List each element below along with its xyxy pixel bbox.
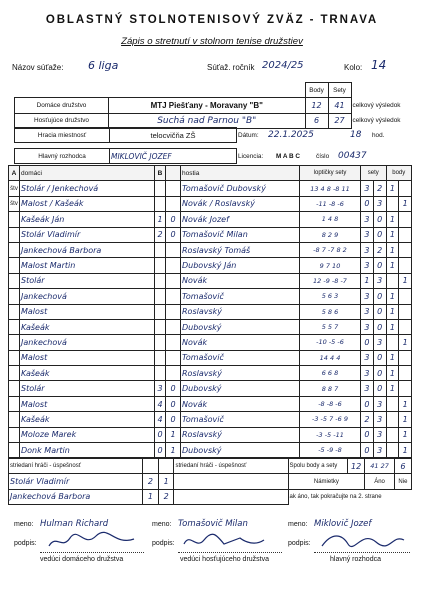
match-home-cell: Malost Martin bbox=[20, 258, 155, 273]
match-ph-cell bbox=[386, 396, 399, 411]
match-ph-cell: 1 bbox=[386, 319, 399, 334]
match-sets-cell: -3 -5 7 -6 9 bbox=[300, 412, 361, 427]
match-ma-cell: 0 bbox=[155, 443, 166, 458]
ref-sign-line bbox=[314, 552, 410, 553]
col-a: A bbox=[9, 166, 20, 181]
ref-name-label: meno: bbox=[288, 521, 308, 528]
notes-yes: Áno bbox=[365, 474, 395, 489]
home-manager-name: Hulman Richard bbox=[40, 519, 109, 529]
match-t-cell bbox=[9, 289, 20, 304]
ref-manager-name: Miklovič Jozef bbox=[314, 519, 372, 529]
match-ma-cell bbox=[155, 319, 166, 334]
match-sg-cell: 0 bbox=[373, 212, 386, 227]
licence-options: M A B C bbox=[276, 152, 301, 160]
match-ma-cell bbox=[155, 242, 166, 257]
match-sg-cell: 0 bbox=[373, 381, 386, 396]
home-team-label: Domáce družstvo bbox=[15, 98, 109, 113]
match-sg-cell: 3 bbox=[373, 396, 386, 411]
match-pg-cell bbox=[399, 319, 412, 334]
match-sets-cell: 8 8 7 bbox=[300, 381, 361, 396]
notes-continue: ak áno, tak pokračujte na 2. strane bbox=[289, 494, 382, 501]
match-sets-cell: 1 4 8 bbox=[300, 212, 361, 227]
match-t-cell bbox=[9, 258, 20, 273]
guest-body: 6 bbox=[305, 113, 328, 128]
match-guest-cell: Novák / Roslavský bbox=[181, 196, 300, 211]
match-home-cell: Jankechová Barbora bbox=[20, 242, 155, 257]
match-sets-cell: -3 -5 -11 bbox=[300, 427, 361, 442]
match-sg-cell: 0 bbox=[373, 319, 386, 334]
match-mb-cell: 1 bbox=[166, 443, 181, 458]
match-ph-cell: 1 bbox=[386, 289, 399, 304]
match-t-cell bbox=[9, 242, 20, 257]
col-guest: hostia bbox=[181, 166, 300, 181]
match-ma-cell bbox=[155, 196, 166, 211]
match-sh-cell: 3 bbox=[361, 381, 374, 396]
match-mb-cell bbox=[166, 304, 181, 319]
match-home-cell: Stolár / Jenkechová bbox=[20, 181, 155, 196]
match-ma-cell: 3 bbox=[155, 381, 166, 396]
match-ma-cell bbox=[155, 258, 166, 273]
match-ph-cell bbox=[386, 335, 399, 350]
match-t-cell bbox=[9, 381, 20, 396]
guest-team-value: Suchá nad Parnou "B" bbox=[109, 113, 306, 128]
home-sub-1-won: 2 bbox=[143, 474, 159, 489]
match-row bbox=[9, 335, 412, 350]
match-row bbox=[9, 258, 412, 273]
match-t-cell bbox=[9, 212, 20, 227]
match-pg-cell: 1 bbox=[399, 335, 412, 350]
home-sign-label: podpis: bbox=[14, 540, 37, 547]
match-home-cell: Malost bbox=[20, 350, 155, 365]
match-pg-cell bbox=[399, 381, 412, 396]
match-home-cell: Kašeák bbox=[20, 319, 155, 334]
home-sub-1-lost: 1 bbox=[158, 474, 174, 489]
match-ph-cell bbox=[386, 443, 399, 458]
match-guest-cell: Tomašovič bbox=[181, 412, 300, 427]
match-home-cell: Kašeák Ján bbox=[20, 212, 155, 227]
match-t-cell bbox=[9, 273, 20, 288]
home-subs-label: striedaní hráči - úspešnosť bbox=[9, 459, 143, 474]
ref-sign-label: podpis: bbox=[288, 540, 311, 547]
match-pg-cell bbox=[399, 227, 412, 242]
match-mb-cell bbox=[166, 181, 181, 196]
match-t-cell bbox=[9, 366, 20, 381]
match-mb-cell bbox=[166, 258, 181, 273]
match-mb-cell bbox=[166, 366, 181, 381]
match-mb-cell: 0 bbox=[166, 227, 181, 242]
match-pg-cell bbox=[399, 242, 412, 257]
match-mb-cell bbox=[166, 319, 181, 334]
match-sg-cell: 0 bbox=[373, 366, 386, 381]
competition-value: 6 liga bbox=[88, 59, 119, 72]
venue-label: Hracia miestnosť bbox=[15, 128, 110, 143]
match-row bbox=[9, 196, 412, 211]
referee-label: Hlavný rozhodca bbox=[15, 149, 110, 164]
match-ph-cell bbox=[386, 196, 399, 211]
home-team-value: MTJ Piešťany - Moravany "B" bbox=[109, 98, 306, 113]
guest-team-label: Hosťujúce družstvo bbox=[15, 113, 109, 128]
match-sh-cell: 0 bbox=[361, 335, 374, 350]
match-ma-cell bbox=[155, 273, 166, 288]
substitutes-table bbox=[8, 458, 412, 505]
match-mb-cell: 0 bbox=[166, 412, 181, 427]
match-sg-cell: 0 bbox=[373, 304, 386, 319]
match-mb-cell: 0 bbox=[166, 381, 181, 396]
match-ma-cell: 1 bbox=[155, 212, 166, 227]
guest-subs-label: striedaní hráči - úspešnosť bbox=[174, 459, 288, 474]
guest-sign-line bbox=[178, 552, 282, 553]
match-guest-cell: Dubovský Ján bbox=[181, 258, 300, 273]
match-home-cell: Jankechová bbox=[20, 335, 155, 350]
col-home: domáci bbox=[20, 166, 155, 181]
match-pg-cell bbox=[399, 181, 412, 196]
match-ph-cell: 1 bbox=[386, 366, 399, 381]
home-sub-1-name: Stolár Vladimír bbox=[9, 474, 143, 489]
match-mb-cell: 0 bbox=[166, 396, 181, 411]
page-subtitle: Zápis o stretnutí v stolnom tenise družstiev bbox=[121, 36, 303, 47]
round-value: 14 bbox=[371, 58, 387, 72]
match-row bbox=[9, 350, 412, 365]
guest-role-label: vedúci hosťujúceho družstva bbox=[180, 556, 270, 563]
match-home-cell: Malost bbox=[20, 304, 155, 319]
guest-sety: 27 bbox=[328, 113, 351, 128]
match-t-cell bbox=[9, 227, 20, 242]
match-guest-cell: Novák bbox=[181, 273, 300, 288]
match-sets-cell: 9 7 10 bbox=[300, 258, 361, 273]
match-sg-cell: 3 bbox=[373, 196, 386, 211]
match-home-cell: Kašeák bbox=[20, 366, 155, 381]
match-t-cell bbox=[9, 443, 20, 458]
total-sets: 41 27 bbox=[365, 459, 395, 474]
match-ph-cell: 1 bbox=[386, 212, 399, 227]
total-guest: 6 bbox=[394, 459, 411, 474]
round-label: Kolo: bbox=[344, 63, 363, 72]
match-ma-cell bbox=[155, 289, 166, 304]
match-ph-cell: 1 bbox=[386, 227, 399, 242]
match-pg-cell bbox=[399, 350, 412, 365]
match-row bbox=[9, 396, 412, 411]
venue-value: telocvičňa ZŠ bbox=[110, 128, 237, 143]
match-ph-cell: 1 bbox=[386, 258, 399, 273]
venue-table bbox=[14, 127, 412, 143]
page-title: OBLASTNÝ STOLNOTENISOVÝ ZVÄZ - TRNAVA bbox=[45, 14, 379, 26]
licence-number-value: 00437 bbox=[338, 151, 367, 162]
match-home-cell: Stolár Vladimír bbox=[20, 227, 155, 242]
match-guest-cell: Novák Jozef bbox=[181, 212, 300, 227]
match-sh-cell: 3 bbox=[361, 319, 374, 334]
home-sub-2-lost: 2 bbox=[158, 489, 174, 504]
match-home-cell: Stolár bbox=[20, 273, 155, 288]
col-sets-tick: loptičky sety bbox=[300, 166, 361, 181]
match-sg-cell: 0 bbox=[373, 289, 386, 304]
match-mb-cell bbox=[166, 350, 181, 365]
match-sg-cell: 3 bbox=[373, 335, 386, 350]
match-pg-cell bbox=[399, 258, 412, 273]
match-guest-cell: Dubovský bbox=[181, 319, 300, 334]
match-row bbox=[9, 242, 412, 257]
match-sh-cell: 3 bbox=[361, 304, 374, 319]
match-sh-cell: 3 bbox=[361, 350, 374, 365]
match-home-cell: Kašeák bbox=[20, 412, 155, 427]
col-b: B bbox=[155, 166, 166, 181]
match-sh-cell: 3 bbox=[361, 212, 374, 227]
match-t-cell: štv bbox=[9, 181, 20, 196]
competition-label: Názov súťaže: bbox=[12, 63, 64, 72]
match-ph-cell bbox=[386, 427, 399, 442]
home-sub-2-name: Jankechová Barbora bbox=[9, 489, 143, 504]
match-ma-cell: 4 bbox=[155, 412, 166, 427]
match-pg-cell bbox=[399, 212, 412, 227]
sety-header: Sety bbox=[328, 83, 351, 98]
date-label: Dátum: bbox=[238, 131, 259, 139]
match-pg-cell: 1 bbox=[399, 412, 412, 427]
home-role-label: vedúci domáceho družstva bbox=[40, 556, 124, 563]
referee-table bbox=[14, 148, 412, 164]
match-ma-cell bbox=[155, 181, 166, 196]
home-sign-line bbox=[40, 552, 144, 553]
match-sets-cell: 6 6 8 bbox=[300, 366, 361, 381]
season-label: Súťaž. ročník bbox=[207, 63, 255, 72]
match-sh-cell: 2 bbox=[361, 412, 374, 427]
match-sh-cell: 3 bbox=[361, 242, 374, 257]
match-t-cell bbox=[9, 396, 20, 411]
match-guest-cell: Dubovský bbox=[181, 381, 300, 396]
match-sh-cell: 3 bbox=[361, 258, 374, 273]
match-ma-cell bbox=[155, 350, 166, 365]
match-row bbox=[9, 427, 412, 442]
match-sh-cell: 3 bbox=[361, 227, 374, 242]
match-pg-cell: 1 bbox=[399, 427, 412, 442]
match-sg-cell: 0 bbox=[373, 227, 386, 242]
match-sh-cell: 0 bbox=[361, 443, 374, 458]
match-sg-cell: 3 bbox=[373, 443, 386, 458]
body-header: Body bbox=[305, 83, 328, 98]
match-sets-cell: 8 2 9 bbox=[300, 227, 361, 242]
match-sh-cell: 0 bbox=[361, 427, 374, 442]
match-sh-cell: 3 bbox=[361, 366, 374, 381]
match-t-cell bbox=[9, 412, 20, 427]
match-mb-cell: 0 bbox=[166, 212, 181, 227]
match-mb-cell bbox=[166, 242, 181, 257]
match-row bbox=[9, 289, 412, 304]
match-ph-cell bbox=[386, 412, 399, 427]
match-sets-cell: 5 5 7 bbox=[300, 319, 361, 334]
match-row bbox=[9, 443, 412, 458]
match-guest-cell: Tomašovič Milan bbox=[181, 227, 300, 242]
match-row bbox=[9, 412, 412, 427]
referee-value: MIKLOVIČ JOZEF bbox=[110, 149, 237, 164]
match-guest-cell: Roslavský Tomáš bbox=[181, 242, 300, 257]
match-ma-cell bbox=[155, 335, 166, 350]
match-ma-cell: 4 bbox=[155, 396, 166, 411]
guest-sign-label: podpis: bbox=[152, 540, 175, 547]
match-mb-cell bbox=[166, 273, 181, 288]
match-pg-cell: 1 bbox=[399, 443, 412, 458]
home-signature bbox=[44, 530, 144, 552]
notes-no: Nie bbox=[394, 474, 411, 489]
match-t-cell bbox=[9, 319, 20, 334]
match-row bbox=[9, 273, 412, 288]
home-body: 12 bbox=[305, 98, 328, 113]
match-home-cell: Jankechová bbox=[20, 289, 155, 304]
match-t-cell bbox=[9, 350, 20, 365]
match-guest-cell: Novák bbox=[181, 396, 300, 411]
time-unit: hod. bbox=[372, 131, 385, 139]
match-ph-cell: 1 bbox=[386, 181, 399, 196]
guest-signature bbox=[180, 530, 270, 552]
match-sets-cell: 12 -9 -8 -7 bbox=[300, 273, 361, 288]
match-row bbox=[9, 381, 412, 396]
season-value: 2024/25 bbox=[262, 60, 304, 71]
match-home-cell: Malost bbox=[20, 396, 155, 411]
match-home-cell: Donk Martin bbox=[20, 443, 155, 458]
match-row bbox=[9, 304, 412, 319]
match-sh-cell: 1 bbox=[361, 273, 374, 288]
match-home-cell: Malost / Kašeák bbox=[20, 196, 155, 211]
match-ma-cell bbox=[155, 304, 166, 319]
match-guest-cell: Tomašovič bbox=[181, 350, 300, 365]
match-sg-cell: 2 bbox=[373, 242, 386, 257]
match-ph-cell: 1 bbox=[386, 381, 399, 396]
notes-label: Námietky bbox=[288, 474, 365, 489]
match-sh-cell: 3 bbox=[361, 289, 374, 304]
match-guest-cell: Roslavský bbox=[181, 366, 300, 381]
match-t-cell bbox=[9, 335, 20, 350]
match-guest-cell: Roslavský bbox=[181, 427, 300, 442]
licence-number-label: číslo bbox=[316, 152, 330, 160]
match-sets-cell: -11 -8 -6 bbox=[300, 196, 361, 211]
match-ma-cell: 0 bbox=[155, 427, 166, 442]
match-sg-cell: 3 bbox=[373, 427, 386, 442]
time-value: 18 bbox=[350, 130, 362, 141]
match-pg-cell: 1 bbox=[399, 396, 412, 411]
match-pg-cell: 1 bbox=[399, 196, 412, 211]
col-points: body bbox=[386, 166, 412, 181]
match-sg-cell: 3 bbox=[373, 273, 386, 288]
overall-result-home: celkový výsledok bbox=[352, 102, 401, 110]
match-ph-cell: 1 bbox=[386, 242, 399, 257]
ref-role-label: hlavný rozhodca bbox=[330, 556, 381, 563]
match-sets-cell: 5 6 3 bbox=[300, 289, 361, 304]
match-guest-cell: Tomašovič Dubovský bbox=[181, 181, 300, 196]
match-sets-cell: 5 8 6 bbox=[300, 304, 361, 319]
home-name-label: meno: bbox=[14, 521, 34, 528]
match-guest-cell: Roslavský bbox=[181, 304, 300, 319]
match-sets-cell: -8 7 -7 8 2 bbox=[300, 242, 361, 257]
licence-label: Licencia: bbox=[238, 152, 264, 160]
match-pg-cell bbox=[399, 366, 412, 381]
total-home: 12 bbox=[347, 459, 364, 474]
match-guest-cell: Tomašovič bbox=[181, 289, 300, 304]
match-ma-cell bbox=[155, 366, 166, 381]
match-ph-cell bbox=[386, 273, 399, 288]
match-pg-cell bbox=[399, 289, 412, 304]
match-sh-cell: 3 bbox=[361, 181, 374, 196]
match-sets-cell: 14 4 4 bbox=[300, 350, 361, 365]
match-sets-cell: 13 4 8 -8 11 bbox=[300, 181, 361, 196]
match-ph-cell: 1 bbox=[386, 350, 399, 365]
match-row bbox=[9, 366, 412, 381]
match-t-cell bbox=[9, 427, 20, 442]
match-sets-cell: -8 -8 -6 bbox=[300, 396, 361, 411]
ref-signature bbox=[318, 528, 408, 552]
match-mb-cell bbox=[166, 335, 181, 350]
match-mb-cell bbox=[166, 289, 181, 304]
match-ma-cell: 2 bbox=[155, 227, 166, 242]
match-guest-cell: Novák bbox=[181, 335, 300, 350]
match-guest-cell: Dubovský bbox=[181, 443, 300, 458]
guest-manager-name: Tomašovič Milan bbox=[178, 519, 248, 529]
match-sg-cell: 3 bbox=[373, 412, 386, 427]
match-ph-cell: 1 bbox=[386, 304, 399, 319]
match-sets-cell: -10 -5 -6 bbox=[300, 335, 361, 350]
matches-table bbox=[8, 165, 412, 458]
match-t-cell bbox=[9, 304, 20, 319]
match-sg-cell: 0 bbox=[373, 350, 386, 365]
match-sh-cell: 0 bbox=[361, 196, 374, 211]
match-row bbox=[9, 227, 412, 242]
match-mb-cell: 1 bbox=[166, 427, 181, 442]
overall-result-guest: celkový výsledok bbox=[352, 117, 401, 125]
guest-name-label: meno: bbox=[152, 521, 172, 528]
date-value: 22.1.2025 bbox=[268, 130, 314, 141]
match-sg-cell: 0 bbox=[373, 258, 386, 273]
match-t-cell: štv bbox=[9, 196, 20, 211]
match-mb-cell bbox=[166, 196, 181, 211]
match-row bbox=[9, 181, 412, 196]
match-home-cell: Stolár bbox=[20, 381, 155, 396]
total-label: Spolu body a sety bbox=[288, 459, 347, 474]
home-sub-2-won: 1 bbox=[143, 489, 159, 504]
match-sg-cell: 2 bbox=[373, 181, 386, 196]
match-pg-cell bbox=[399, 304, 412, 319]
match-row bbox=[9, 319, 412, 334]
match-pg-cell: 1 bbox=[399, 273, 412, 288]
match-sh-cell: 0 bbox=[361, 396, 374, 411]
match-home-cell: Moloze Marek bbox=[20, 427, 155, 442]
match-row bbox=[9, 212, 412, 227]
team-info-table bbox=[14, 82, 412, 129]
home-sety: 41 bbox=[328, 98, 351, 113]
col-sets: sety bbox=[361, 166, 387, 181]
match-sets-cell: -5 -9 -8 bbox=[300, 443, 361, 458]
